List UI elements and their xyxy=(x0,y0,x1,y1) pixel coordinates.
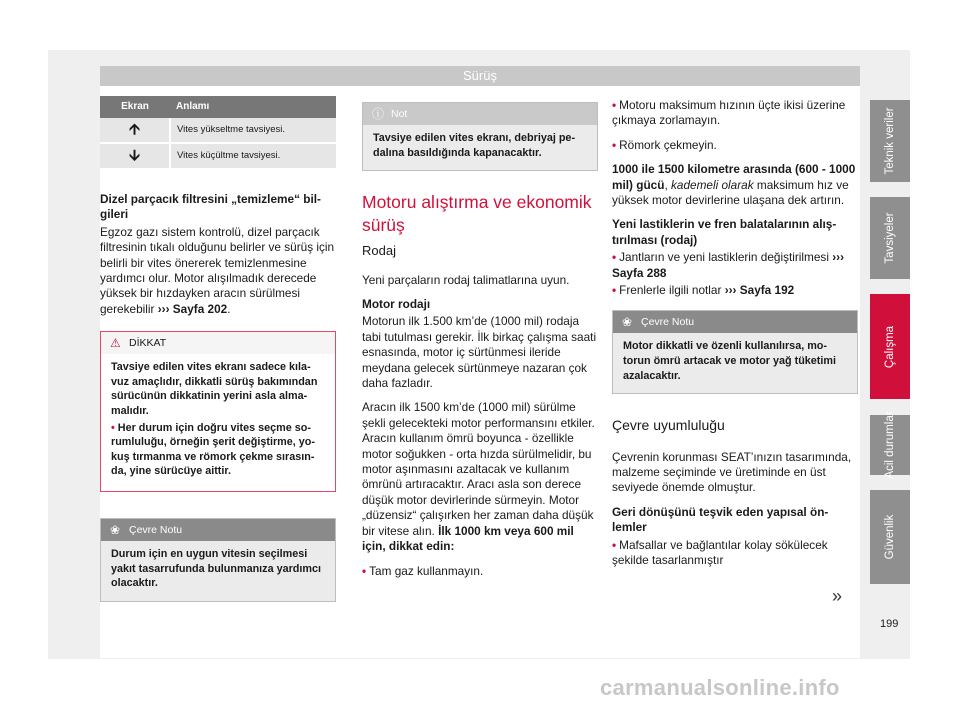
page-header: Sürüş xyxy=(100,66,860,86)
bullet-icon: • xyxy=(111,421,115,434)
bullet-icon: • xyxy=(612,283,617,298)
tab-guvenlik[interactable]: Güvenlik xyxy=(870,490,910,584)
content-area xyxy=(100,86,860,658)
motor-heading: Motor rodajı xyxy=(362,297,431,311)
list-item: • Mafsallar ve bağlantılar kolay sökülecek şekilde tasarlanmıştır xyxy=(612,537,828,568)
leaf-icon: ❀ xyxy=(622,315,633,330)
eco-note-box xyxy=(612,310,858,394)
column-3 xyxy=(612,86,858,578)
bullet-icon: • xyxy=(612,250,617,265)
note-body: Tavsiye edilen vites ekranı, debriyaj pedalına basıldığında kapanacaktır. xyxy=(363,125,597,170)
intro-text: Yeni parçaların rodaj talimatlarına uyun. xyxy=(362,272,570,287)
performance-text: Aracın ilk 1500 km’de (1000 mil) sürülme şekli gelecekteki motor performansını etkiler. Aracın kullanım ömrü boyunca - özellikle motor soğukken - orta hızda sürülmelidir, bu motor aşınmasını azaltacak ve kullanım ömrünü artıracaktır. Aracı asla son derece düşük motor devirlerinde sürmeyin. Motor „düzensiz“ çalışırken her zaman daha düşük bir vitese alın. İlk 1000 km veya 600 mil için, dikkat edin: xyxy=(362,400,595,554)
recycle-heading: Geri dönüşünü teşvik eden yapısal önlemler xyxy=(612,504,829,535)
arrow-down-icon: 🡫 xyxy=(100,143,170,169)
eco-note-body: Durum için en uygun vitesin seçilmesi yakıt tasarrufunda bulunmanıza yardımcı olacaktır. xyxy=(101,541,335,601)
dpf-heading: Dizel parçacık filtresini „temizleme“ bilgileri xyxy=(100,192,321,222)
table-row xyxy=(100,118,336,143)
arrow-up-icon: 🡩 xyxy=(100,118,170,143)
tab-acil-durumlar[interactable]: Acil durumlar xyxy=(870,415,910,475)
page-link[interactable]: ››› Sayfa 202 xyxy=(157,301,228,316)
bullet-icon: • xyxy=(612,137,617,152)
tab-calisma[interactable]: Çalışma xyxy=(870,294,910,399)
environment-text: Çevrenin korunması SEAT’ınızın tasarımında, malzeme seçiminde ve üretiminde en üst seviyede önemde olmuştur. xyxy=(612,449,852,495)
list-item: • Frenlerle ilgili notlar ››› Sayfa 192 xyxy=(612,283,795,298)
table-cell: Vites yükseltme tavsiyesi. xyxy=(170,118,336,143)
warning-text: Tavsiye edilen vites ekranı sadece kılavuz amaçlıdır, dikkatli sürüş bakımından sürücünün dikkatinin yerini asla almamalıdır. xyxy=(111,361,318,418)
tires-heading: Yeni lastiklerin ve fren balatalarının alıştırılması (rodaj) xyxy=(612,217,837,247)
range-text: 1000 ile 1500 kilometre arasında (600 - 1000 mil) gücü, kademeli olarak maksimum hız ve yüksek motor devirlerine ulaşana dek artırın. xyxy=(612,162,856,208)
table-header: Anlamı xyxy=(170,96,336,118)
gear-display-table xyxy=(100,96,336,170)
environment-title: Çevre uyumluluğu xyxy=(612,417,725,434)
warning-body xyxy=(101,354,335,491)
warning-header: ⚠ DİKKAT xyxy=(101,332,335,354)
info-icon: ⓘ xyxy=(372,107,385,121)
list-item: • Tam gaz kullanmayın. xyxy=(362,563,484,578)
motor-text: Motorun ilk 1.500 km’de (1000 mil) rodaja tabi tutulması gerekir. İlk birkaç çalışma saati esnasında, motor iç sürtünmesi ileride meydana gelecek sürtünmeye nazaran çok daha fazladır. xyxy=(362,314,597,391)
warning-triangle-icon: ⚠ xyxy=(110,336,121,351)
eco-note-box xyxy=(100,518,336,602)
bullet-icon: • xyxy=(612,98,617,112)
page-number: 199 xyxy=(880,618,899,630)
table-cell: Vites küçültme tavsiyesi. xyxy=(170,143,336,169)
eco-note-header: ❀ Çevre Notu xyxy=(101,519,335,541)
eco-note-body: Motor dikkatli ve özenli kullanılırsa, motorun ömrü artacak ve motor yağ tüketimi azalacaktır. xyxy=(613,333,857,393)
column-2 xyxy=(362,86,598,588)
column-1 xyxy=(100,86,336,612)
dpf-text: Egzoz gazı sistem kontrolü, dizel parçacık filtresinin tıkalı olduğunu belirler ve sürüş için belirli bir vites önererek temizlenmesine yardımcı olur. Motor alışılmadık derecede yüksek bir hızdayken aracın sürülmesi gerekebilir ››› Sayfa 202. xyxy=(100,224,335,316)
section-title: Motoru alıştırma ve ekonomik sürüş xyxy=(362,192,592,236)
page-link[interactable]: ››› Sayfa 288 xyxy=(612,250,845,280)
table-header: Ekran xyxy=(100,96,170,118)
table-row xyxy=(100,143,336,169)
warning-box xyxy=(100,331,336,492)
section-subtitle: Rodaj xyxy=(362,243,396,259)
warning-bullet: • Her durum için doğru vites seçme sorumluluğu, örneğin şerit değiştirme, yokuş tırmanma ve römork çekme sırasında, yine sürücüye aittir. xyxy=(111,421,315,478)
note-box xyxy=(362,102,598,171)
eco-note-header: ❀ Çevre Notu xyxy=(613,311,857,333)
continue-arrow: » xyxy=(832,586,843,606)
tab-tavsiyeler[interactable]: Tavsiyeler xyxy=(870,197,910,279)
watermark: carmanualsonline.info xyxy=(600,675,840,700)
tab-teknik-veriler[interactable]: Teknik veriler xyxy=(870,100,910,182)
list-item: • Jantların ve yeni lastiklerin değiştirilmesi ››› Sayfa 288 xyxy=(612,250,845,280)
bullet-icon: • xyxy=(612,537,617,552)
note-header: ⓘ Not xyxy=(363,103,597,125)
list-item: • Römork çekmeyin. xyxy=(612,137,717,152)
leaf-icon: ❀ xyxy=(110,523,121,537)
page-link[interactable]: ››› Sayfa 192 xyxy=(724,283,795,298)
bullet-icon: • xyxy=(362,563,367,578)
list-item: • Motoru maksimum hızının üçte ikisi üzerine çıkmaya zorlamayın. xyxy=(612,98,846,128)
